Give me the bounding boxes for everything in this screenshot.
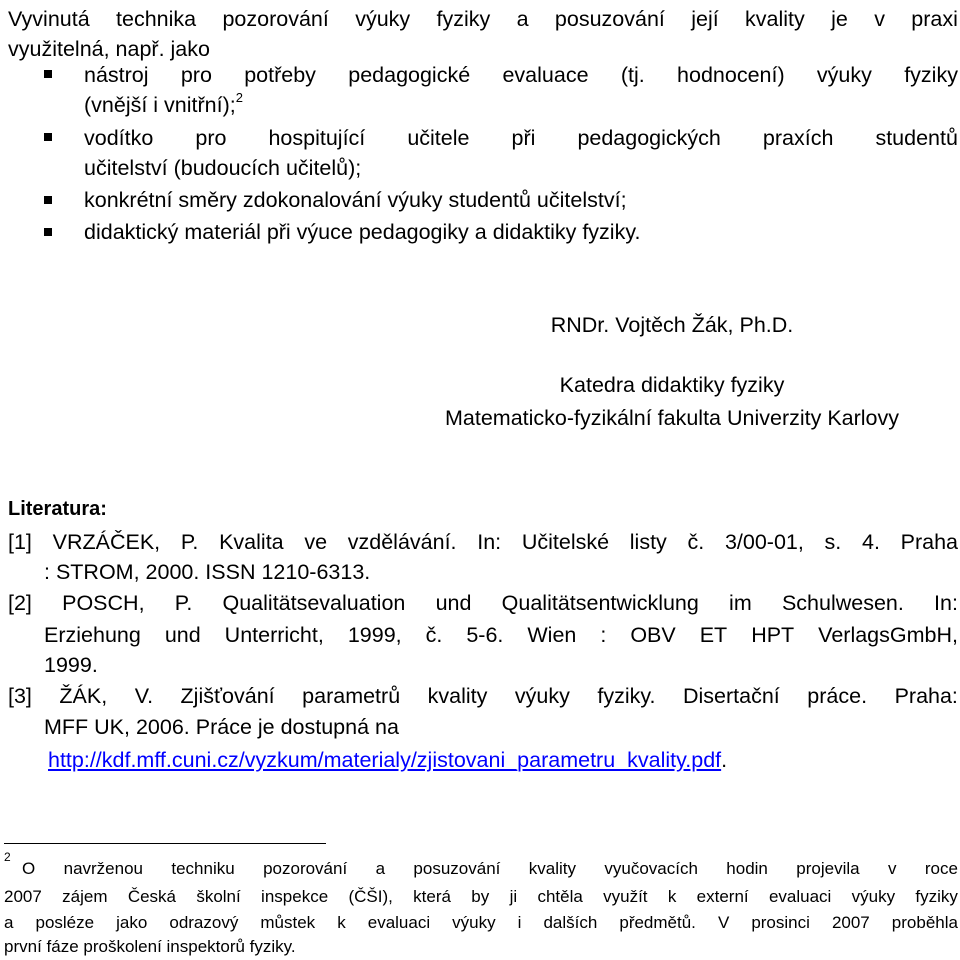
bullet-3-line-1: konkrétní směry zdokonalování výuky studentů učitelství; [84,188,627,212]
footnote-line-2 [4,884,958,910]
word: výuky [452,913,496,932]
author-name: RNDr. Vojtěch Žák, Ph.D. [550,313,794,337]
word: fyziky [915,887,958,906]
word: und [164,623,201,647]
word: inspekce [261,887,329,906]
bullet-1-text: (vnější i vnitřní); [84,93,236,117]
word: studentů [875,126,958,150]
word: navrženou [63,859,143,878]
word: Kvalita [219,530,284,554]
bullet-1-line-1 [84,60,958,90]
word: Česká [127,887,176,906]
word: Disertační [683,684,780,708]
word: Qualitätsevaluation [222,591,406,615]
word: In: [477,530,502,554]
word: VerlagsGmbH, [818,623,958,647]
word: prosinci [751,913,810,932]
word: její [691,7,719,31]
word: v [874,7,885,31]
word: fyziky [436,7,491,31]
author-faculty: Matematicko-fyzikální fakulta Univerzity Karlovy [444,406,900,430]
word: kvality [528,859,576,878]
intro-line-1 [8,4,958,34]
word: by [471,887,490,906]
word: ve [304,530,328,554]
footnote-mark: 2 [4,850,11,864]
word: zájem [62,887,108,906]
word: Vyvinutá [8,7,90,31]
word: využít [603,887,648,906]
word: chtěla [537,887,583,906]
word: 1999, [347,623,402,647]
word: [3] [8,684,32,708]
literature-heading: Literatura: [8,498,107,520]
word: techniku [171,859,235,878]
word: vyučovacích [604,859,698,878]
word: hodnocení) [677,63,785,87]
word: und [435,591,472,615]
word: vodítko [84,126,154,150]
ref-2-line-1 [8,588,958,618]
ref-3-link[interactable]: http://kdf.mff.cuni.cz/vyzkum/materialy/zjistovani_parametru_kvality.pdf [48,748,722,772]
word: č. [425,623,443,647]
ref-2-line-3: 1999. [44,653,98,677]
ref-3-link-suffix: . [721,748,728,772]
word: a [375,859,386,878]
word: (ČŠI), [348,887,393,906]
word: projevila [796,859,860,878]
ref-1-line-1 [8,527,958,557]
word: nástroj [84,63,149,87]
word: Zjišťování [180,684,275,708]
word: POSCH, [62,591,145,615]
word: jako [116,913,148,932]
word: 2007 [4,887,42,906]
word: při [511,126,536,150]
word: VRZÁČEK, [52,530,161,554]
word: pro [195,126,227,150]
word: ET [699,623,728,647]
footnote-line-4: první fáze proškolení inspektorů fyziky. [4,937,296,956]
word: s. [824,530,842,554]
word: pedagogických [577,126,721,150]
word: praxích [762,126,834,150]
bullet-marker [44,228,52,236]
word: pozorování [263,859,348,878]
word: vzdělávání. [347,530,457,554]
word: Praha: [894,684,958,708]
word: P. [174,591,193,615]
word: Učitelské [521,530,610,554]
bullet-2-line-2: učitelství (budoucích učitelů); [84,156,362,180]
word: ji [509,887,518,906]
word: dalších [543,913,598,932]
word: [1] [8,530,32,554]
word: OBV [630,623,676,647]
word: výuky [514,684,570,708]
word: proběhla [891,913,958,932]
word: parametrů [302,684,401,708]
word: práce. [807,684,868,708]
bullet-marker [44,133,52,141]
word: pro [180,63,212,87]
word: evaluace [502,63,589,87]
word: která [413,887,451,906]
word: výuky [816,63,872,87]
word: evaluaci [367,913,431,932]
word: potřeby [244,63,316,87]
word: a [4,913,14,932]
word: je [831,7,848,31]
word: č. [687,530,705,554]
bullet-marker [44,196,52,204]
ref-1-line-2: : STROM, 2000. ISSN 1210-6313. [44,560,371,584]
word: posuzování [413,859,501,878]
word: posléze [35,913,95,932]
word: evaluaci [768,887,832,906]
word: 4. [861,530,880,554]
word: (tj. [620,63,645,87]
word: pozorování [222,7,329,31]
word: hospitující [268,126,366,150]
author-department: Katedra didaktiky fyziky [559,373,785,397]
word: můstek [260,913,316,932]
word: In: [934,591,958,615]
word: 3/00-01, [724,530,804,554]
bullet-2-line-1 [84,123,958,153]
word: : [600,623,607,647]
word: fyziky. [597,684,656,708]
bullet-marker [44,70,52,78]
word: Praha [900,530,958,554]
word: P. [180,530,199,554]
word: technika [116,7,197,31]
word: kvality [745,7,805,31]
word: výuky [851,887,896,906]
word: k [337,913,346,932]
footnote-ref[interactable]: 2 [235,89,243,105]
word: v [887,859,897,878]
word: 2007 [831,913,870,932]
word: Schulwesen. [781,591,904,615]
word: výuky [355,7,411,31]
intro-line-2: využitelná, např. jako [8,37,210,61]
word: praxi [911,7,958,31]
word: a [516,7,529,31]
word: školní [196,887,241,906]
word: pedagogické [348,63,471,87]
ref-3-line-3 [48,745,727,775]
bullet-1-line-2 [84,90,243,120]
word: učitele [407,126,470,150]
bullet-4-line-1: didaktický materiál při výuce pedagogiky a didaktiky fyziky. [84,220,641,244]
footnote-line-3 [4,910,958,936]
word: Erziehung [44,623,141,647]
word: k [667,887,677,906]
word: HPT [751,623,795,647]
footnote-line-1 [22,856,958,882]
ref-3-line-2: MFF UK, 2006. Práce je dostupná na [44,715,399,739]
ref-3-line-1 [8,681,958,711]
word: roce [924,859,958,878]
word: V. [134,684,154,708]
word: V [717,913,730,932]
word: předmětů. [619,913,696,932]
word: 5-6. [466,623,504,647]
word: Unterricht, [224,623,324,647]
footnote-separator [4,843,326,844]
word: fyziky [904,63,958,87]
word: i [517,913,522,932]
word: externí [696,887,749,906]
word: Qualitätsentwicklung [501,591,699,615]
word: odrazový [169,913,239,932]
word: Wien [527,623,577,647]
word: ŽÁK, [59,684,108,708]
word: listy [629,530,667,554]
word: im [729,591,752,615]
word: O [22,859,36,878]
word: posuzování [554,7,665,31]
word: hodin [726,859,768,878]
ref-2-line-2 [44,620,958,650]
word: [2] [8,591,32,615]
word: kvality [427,684,488,708]
